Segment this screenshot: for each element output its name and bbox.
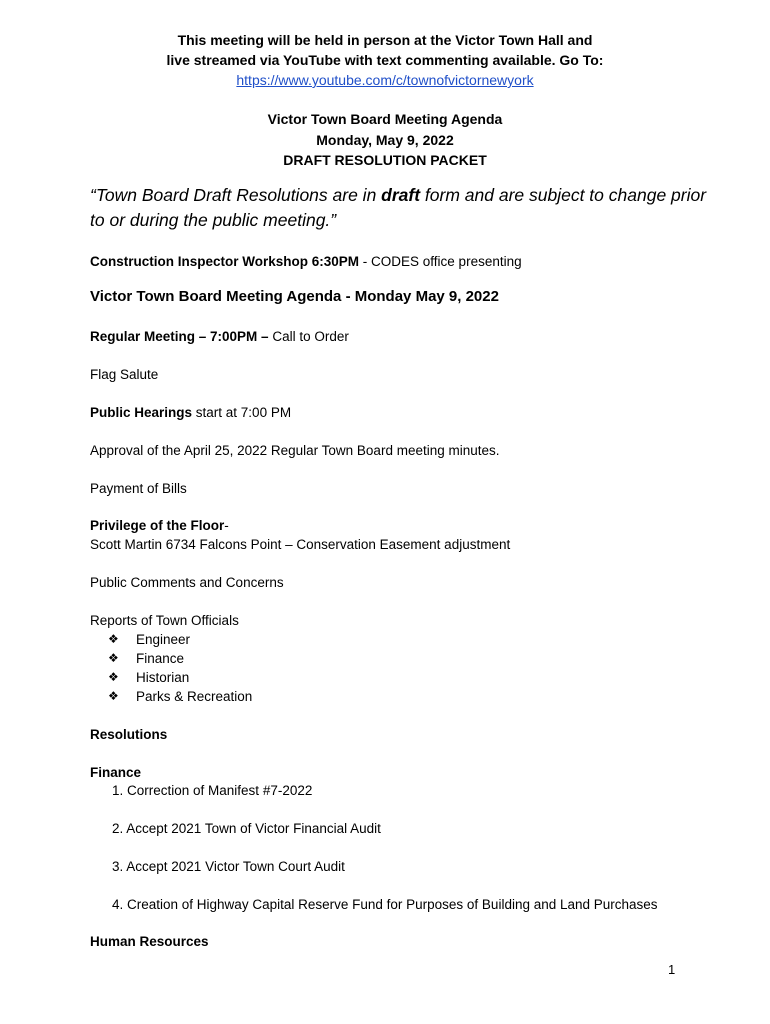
finance-item: 1. Correction of Manifest #7-2022	[112, 783, 313, 798]
regular-meeting-line	[90, 327, 730, 346]
report-item-label: Historian	[136, 670, 190, 685]
list-item	[108, 649, 252, 668]
disclaimer-text-a: “Town Board Draft Resolutions are in	[90, 185, 382, 205]
reports-heading: Reports of Town Officials	[90, 613, 239, 628]
reports-list	[108, 630, 252, 706]
agenda-title: Victor Town Board Meeting Agenda	[267, 111, 503, 127]
finance-heading: Finance	[90, 765, 142, 780]
regular-meeting-detail: Call to Order	[268, 329, 349, 344]
report-item-label: Engineer	[136, 632, 191, 647]
list-item	[108, 630, 252, 649]
notice-line-2: live streamed via YouTube with text commenting available. Go To:	[166, 52, 604, 68]
public-hearings-title: Public Hearings	[90, 405, 193, 420]
list-item	[108, 668, 252, 687]
diamond-bullet-icon: ❖	[108, 689, 119, 703]
agenda-heading: Victor Town Board Meeting Agenda - Monday May 9, 2022	[90, 288, 499, 305]
disclaimer-text-b: form and are subject to change prior to or during the public meeting.”	[90, 185, 707, 230]
diamond-bullet-icon: ❖	[108, 651, 119, 665]
report-item-label: Finance	[136, 651, 185, 666]
privilege-item: Scott Martin 6734 Falcons Point – Conservation Easement adjustment	[90, 537, 511, 552]
workshop-detail: - CODES office presenting	[359, 254, 522, 269]
resolutions-heading: Resolutions	[90, 727, 168, 742]
flag-salute: Flag Salute	[90, 367, 159, 382]
human-resources-heading: Human Resources	[90, 934, 209, 949]
finance-item: 4. Creation of Highway Capital Reserve Fund for Purposes of Building and Land Purchases	[112, 897, 658, 912]
report-item-label: Parks & Recreation	[136, 689, 253, 704]
finance-item: 2. Accept 2021 Town of Victor Financial Audit	[112, 821, 381, 836]
page-number: 1	[668, 962, 676, 977]
diamond-bullet-icon: ❖	[108, 632, 119, 646]
public-hearings-line	[90, 403, 730, 422]
workshop-line	[90, 252, 730, 271]
agenda-date: Monday, May 9, 2022	[316, 131, 454, 148]
privilege-dash: -	[224, 518, 229, 533]
youtube-link[interactable]: https://www.youtube.com/c/townofvictornewyork	[236, 72, 534, 88]
diamond-bullet-icon: ❖	[108, 670, 119, 684]
public-hearings-detail: start at 7:00 PM	[192, 405, 292, 420]
privilege-heading-line	[90, 516, 730, 535]
list-item	[108, 687, 252, 706]
packet-label: DRAFT RESOLUTION PACKET	[283, 152, 487, 168]
public-comments: Public Comments and Concerns	[90, 575, 284, 590]
agenda-title-block	[0, 109, 770, 171]
privilege-heading: Privilege of the Floor	[90, 518, 225, 533]
disclaimer-emphasis: draft	[381, 185, 421, 205]
workshop-title: Construction Inspector Workshop 6:30PM	[90, 254, 360, 269]
meeting-notice	[0, 30, 770, 90]
draft-disclaimer	[90, 183, 710, 233]
payment-of-bills: Payment of Bills	[90, 481, 187, 496]
notice-line-1: This meeting will be held in person at the Victor Town Hall and	[177, 32, 593, 48]
finance-item: 3. Accept 2021 Victor Town Court Audit	[112, 859, 345, 874]
approval-minutes: Approval of the April 25, 2022 Regular Town Board meeting minutes.	[90, 443, 500, 458]
regular-meeting-title: Regular Meeting – 7:00PM –	[90, 329, 269, 344]
